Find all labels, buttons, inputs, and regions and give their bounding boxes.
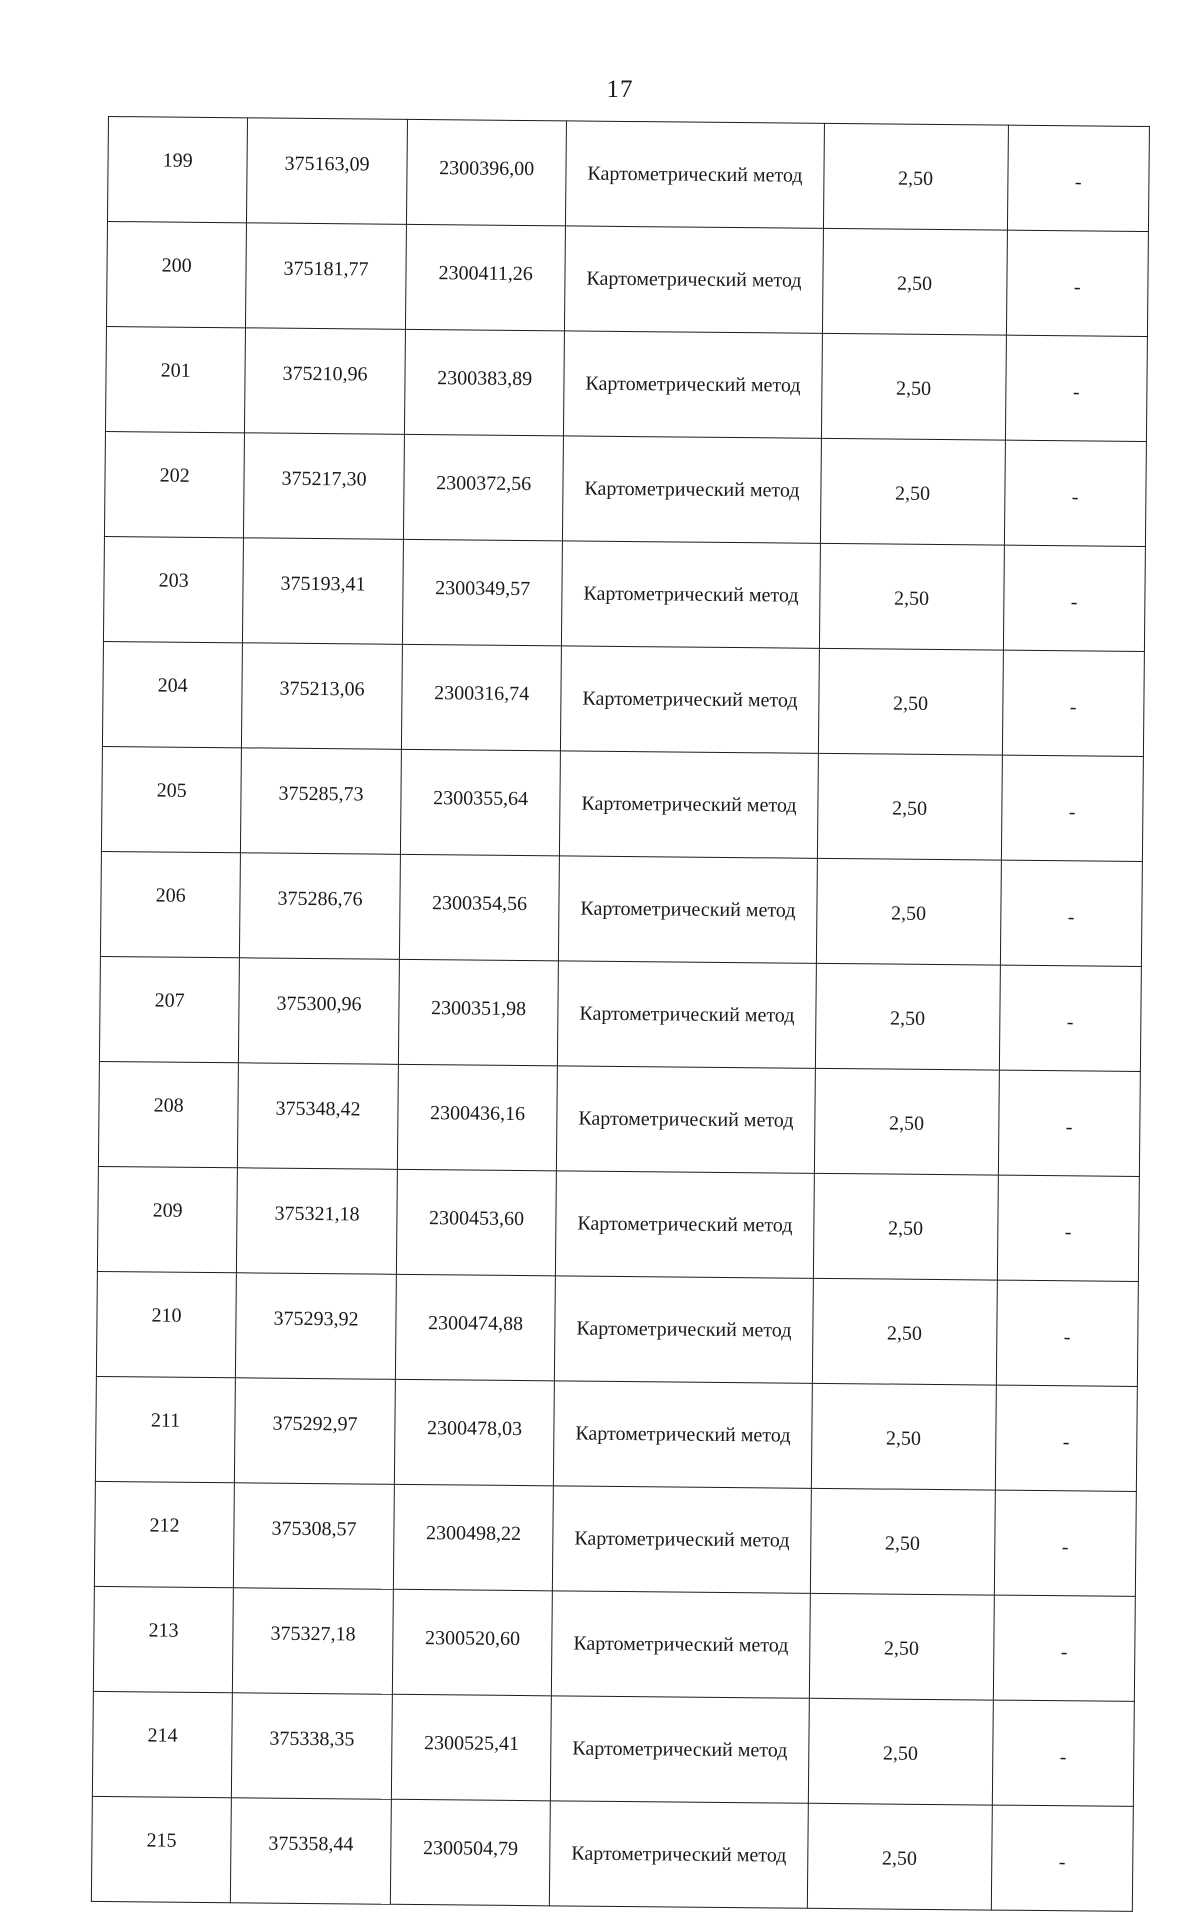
method-cell: Картометрический метод [551,1696,809,1803]
table-row [104,431,1146,546]
accuracy-cell: 2,50 [817,753,1002,860]
point-number-cell: 215 [91,1796,231,1902]
method-cell: Картометрический метод [563,436,821,543]
x-coordinate-cell: 375293,92 [236,1273,397,1380]
description-cell: - [996,1280,1138,1386]
table-row [96,1271,1138,1386]
accuracy-cell: 2,50 [815,963,1000,1070]
point-number-cell: 211 [95,1376,235,1482]
x-coordinate-cell: 375308,57 [234,1483,395,1590]
y-coordinate-cell: 2300396,00 [406,119,567,226]
point-number-cell: 206 [100,851,240,957]
coordinates-table-body [91,117,1149,1912]
point-number-cell: 204 [102,641,242,747]
table-row [93,1586,1135,1701]
method-cell: Картометрический метод [559,856,817,963]
table-row [92,1691,1134,1806]
x-coordinate-cell: 375348,42 [238,1063,399,1170]
x-coordinate-cell: 375213,06 [242,643,403,750]
table-row [99,956,1141,1071]
point-number-cell: 213 [93,1586,233,1692]
accuracy-cell: 2,50 [819,543,1004,650]
accuracy-cell: 2,50 [808,1698,993,1805]
accuracy-cell: 2,50 [809,1593,994,1700]
y-coordinate-cell: 2300351,98 [398,959,559,1066]
y-coordinate-cell: 2300520,60 [392,1589,553,1696]
point-number-cell: 207 [99,956,239,1062]
description-cell: - [998,1070,1140,1176]
method-cell: Картометрический метод [557,1066,815,1173]
description-cell: - [999,965,1141,1071]
y-coordinate-cell: 2300478,03 [394,1379,555,1486]
table-row [95,1376,1137,1491]
description-cell: - [1004,440,1146,546]
x-coordinate-cell: 375338,35 [232,1693,393,1800]
description-cell: - [1000,860,1142,966]
description-cell: - [1006,230,1148,336]
table-row [103,536,1145,651]
description-cell: - [991,1805,1133,1911]
x-coordinate-cell: 375321,18 [237,1168,398,1275]
accuracy-cell: 2,50 [821,333,1006,440]
accuracy-cell: 2,50 [818,648,1003,755]
x-coordinate-cell: 375210,96 [245,328,406,435]
method-cell: Картометрический метод [564,331,822,438]
point-number-cell: 203 [103,536,243,642]
x-coordinate-cell: 375217,30 [244,433,405,540]
y-coordinate-cell: 2300498,22 [393,1484,554,1591]
point-number-cell: 209 [97,1166,237,1272]
description-cell: - [1005,335,1147,441]
table-row [102,641,1144,756]
method-cell: Картометрический метод [554,1381,812,1488]
description-cell: - [993,1595,1135,1701]
method-cell: Картометрический метод [565,226,823,333]
y-coordinate-cell: 2300355,64 [400,749,561,856]
point-number-cell: 202 [104,431,244,537]
coordinates-table [91,116,1150,1912]
table-row [94,1481,1136,1596]
table-row [100,851,1142,966]
accuracy-cell: 2,50 [822,228,1007,335]
x-coordinate-cell: 375181,77 [246,223,407,330]
x-coordinate-cell: 375163,09 [247,118,408,225]
table-row [97,1166,1139,1281]
y-coordinate-cell: 2300411,26 [405,224,566,331]
method-cell: Картометрический метод [553,1486,811,1593]
x-coordinate-cell: 375300,96 [239,958,400,1065]
coordinates-table-wrapper [91,116,1150,1912]
point-number-cell: 210 [96,1271,236,1377]
point-number-cell: 212 [94,1481,234,1587]
table-row [106,221,1148,336]
method-cell: Картометрический метод [562,541,820,648]
description-cell: - [997,1175,1139,1281]
accuracy-cell: 2,50 [807,1803,992,1910]
point-number-cell: 200 [106,221,246,327]
accuracy-cell: 2,50 [813,1173,998,1280]
accuracy-cell: 2,50 [823,123,1008,230]
y-coordinate-cell: 2300474,88 [395,1274,556,1381]
x-coordinate-cell: 375193,41 [243,538,404,645]
accuracy-cell: 2,50 [816,858,1001,965]
page-number: 17 [606,76,634,103]
method-cell: Картометрический метод [555,1276,813,1383]
description-cell: - [995,1385,1137,1491]
accuracy-cell: 2,50 [820,438,1005,545]
y-coordinate-cell: 2300525,41 [391,1694,552,1801]
y-coordinate-cell: 2300354,56 [399,854,560,961]
accuracy-cell: 2,50 [811,1383,996,1490]
y-coordinate-cell: 2300453,60 [396,1169,557,1276]
description-cell: - [994,1490,1136,1596]
y-coordinate-cell: 2300349,57 [402,539,563,646]
point-number-cell: 214 [92,1691,232,1797]
description-cell: - [1007,125,1149,231]
x-coordinate-cell: 375286,76 [240,853,401,960]
method-cell: Картометрический метод [556,1171,814,1278]
point-number-cell: 201 [105,326,245,432]
point-number-cell: 208 [98,1061,238,1167]
x-coordinate-cell: 375327,18 [233,1588,394,1695]
description-cell: - [992,1700,1134,1806]
y-coordinate-cell: 2300383,89 [404,329,565,436]
accuracy-cell: 2,50 [814,1068,999,1175]
y-coordinate-cell: 2300504,79 [390,1799,551,1906]
description-cell: - [1001,755,1143,861]
y-coordinate-cell: 2300316,74 [401,644,562,751]
description-cell: - [1002,650,1144,756]
method-cell: Картометрический метод [552,1591,810,1698]
method-cell: Картометрический метод [550,1801,808,1908]
x-coordinate-cell: 375358,44 [231,1798,392,1905]
x-coordinate-cell: 375292,97 [235,1378,396,1485]
y-coordinate-cell: 2300372,56 [403,434,564,541]
table-row [105,326,1147,441]
table-row [101,746,1143,861]
description-cell: - [1003,545,1145,651]
x-coordinate-cell: 375285,73 [241,748,402,855]
table-row [91,1796,1133,1911]
accuracy-cell: 2,50 [812,1278,997,1385]
point-number-cell: 205 [101,746,241,852]
accuracy-cell: 2,50 [810,1488,995,1595]
method-cell: Картометрический метод [560,751,818,858]
point-number-cell: 199 [107,117,247,223]
table-row [107,117,1149,232]
method-cell: Картометрический метод [558,961,816,1068]
method-cell: Картометрический метод [566,121,824,228]
y-coordinate-cell: 2300436,16 [397,1064,558,1171]
table-row [98,1061,1140,1176]
method-cell: Картометрический метод [561,646,819,753]
